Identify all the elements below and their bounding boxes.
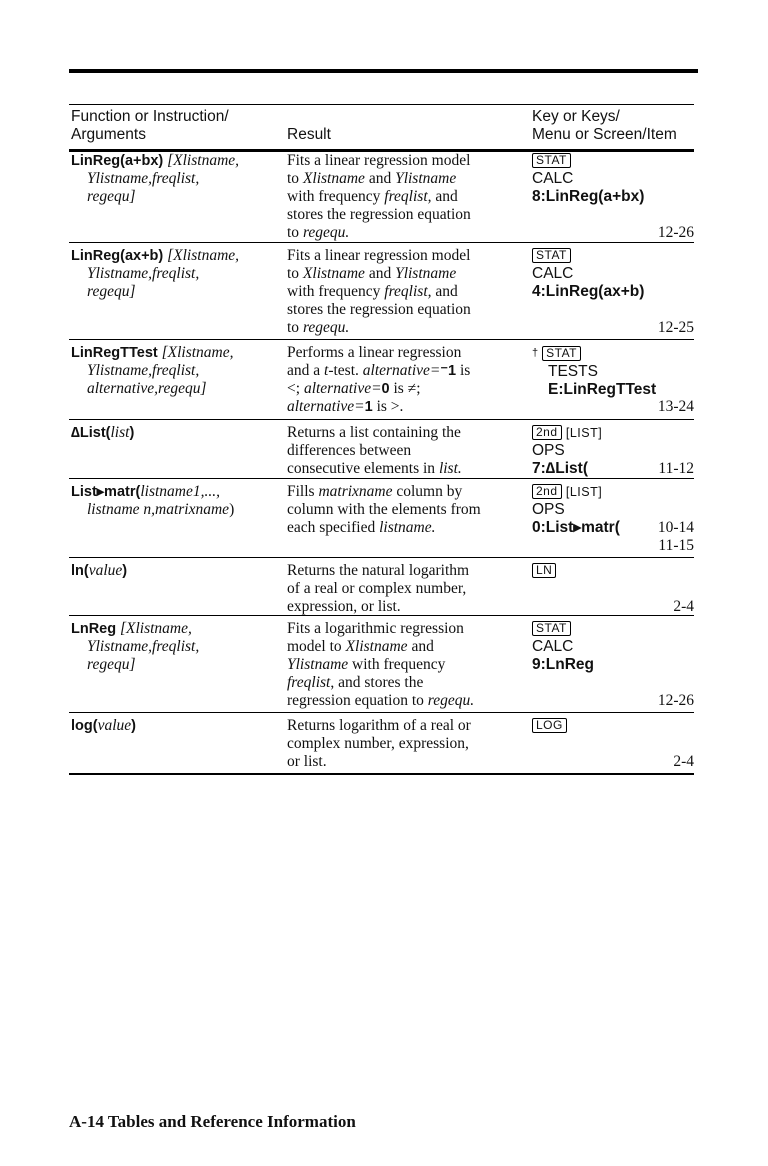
- function-name: LinReg(a+bx): [71, 153, 164, 169]
- log-key-icon: LOG: [532, 718, 567, 733]
- menu-item: 0:List▸matr(: [532, 519, 620, 536]
- page-ref: 13-24: [657, 398, 694, 415]
- key-cell: [532, 620, 692, 674]
- function-name: log(: [71, 718, 98, 734]
- function-name: ∆List(: [71, 425, 111, 441]
- result-cell: Returns a list containing the differences between consecutive elements in list.: [287, 424, 462, 477]
- result-cell: Performs a linear regression and a t-test. alternative=⁻1 is <; alternative=0 is ≠; alternative=1 is >.: [287, 344, 471, 415]
- result-cell: Returns the natural logarithm of a real or complex number, expression, or list.: [287, 562, 470, 615]
- menu-name: CALC: [532, 170, 574, 187]
- key-cell: [532, 344, 692, 399]
- page-ref-secondary: 11-15: [658, 537, 694, 554]
- entry-linreg-ax-b: [69, 243, 694, 340]
- result-cell: Fits a logarithmic regression model to Xlistname and Ylistname with frequency freqlist, and stores the regression equation to regequ.: [287, 620, 475, 709]
- function-cell: ln(value): [71, 562, 128, 579]
- page-ref: 2-4: [673, 598, 694, 615]
- second-key-icon: 2nd: [532, 425, 562, 440]
- function-name: LinRegTTest: [71, 345, 158, 361]
- function-cell: LnReg [Xlistname, Ylistname,freqlist, regequ]: [71, 620, 200, 673]
- function-name: LnReg: [71, 621, 117, 637]
- ln-key-icon: LN: [532, 563, 556, 578]
- result-cell: Fits a linear regression model to Xlistname and Ylistname with frequency freqlist, and stores the regression equation to regequ.: [287, 247, 471, 336]
- menu-name: CALC: [532, 265, 574, 282]
- second-key-icon: 2nd: [532, 484, 562, 499]
- page-ref: 10-14: [657, 519, 694, 536]
- top-rule: [69, 69, 698, 73]
- menu-item: E:LinRegTTest: [548, 381, 657, 398]
- stat-key-icon: STAT: [532, 153, 571, 168]
- function-cell: List▸matr(listname1,..., listname n,matrixname): [71, 483, 235, 518]
- menu-item: 4:LinReg(ax+b): [532, 283, 645, 300]
- stat-key-icon: STAT: [542, 346, 581, 361]
- result-cell: Fills matrixname column by column with the elements from each specified listname.: [287, 483, 481, 536]
- entry-log: [69, 713, 694, 775]
- function-cell: ∆List(list): [71, 424, 135, 441]
- table-header: [69, 104, 694, 152]
- page-ref: 11-12: [658, 460, 694, 477]
- function-name: ln(: [71, 563, 89, 579]
- menu-name: OPS: [532, 501, 565, 518]
- entry-ln: [69, 558, 694, 616]
- header-key-column: Key or Keys/ Menu or Screen/Item: [532, 108, 677, 143]
- page-ref: 12-25: [657, 319, 694, 336]
- menu-name: CALC: [532, 638, 574, 655]
- page-ref: 12-26: [657, 224, 694, 241]
- menu-item: 9:LnReg: [532, 656, 594, 673]
- page-ref: 2-4: [673, 753, 694, 770]
- function-cell: log(value): [71, 717, 136, 734]
- stat-key-icon: STAT: [532, 621, 571, 636]
- entry-linreg-a-bx: [69, 148, 694, 243]
- function-cell: LinRegTTest [Xlistname, Ylistname,freqlist, alternative,regequ]: [71, 344, 234, 397]
- entry-list-matr: [69, 479, 694, 558]
- function-cell: LinReg(ax+b) [Xlistname, Ylistname,freqlist, regequ]: [71, 247, 240, 300]
- key-cell: [532, 562, 692, 580]
- header-function-column: Function or Instruction/ Arguments: [71, 108, 229, 143]
- stat-key-icon: STAT: [532, 248, 571, 263]
- function-name: LinReg(ax+b): [71, 248, 164, 264]
- entry-delta-list: [69, 420, 694, 479]
- menu-item: 7:∆List(: [532, 460, 588, 477]
- dagger-icon: †: [532, 347, 539, 359]
- page-footer: A-14 Tables and Reference Information: [69, 1112, 356, 1131]
- key-cell: [532, 152, 692, 206]
- menu-name: TESTS: [548, 363, 598, 380]
- menu-name: OPS: [532, 442, 565, 459]
- result-cell: Fits a linear regression model to Xlistname and Ylistname with frequency freqlist, and stores the regression equation to regequ.: [287, 152, 471, 241]
- function-name: List▸matr(: [71, 484, 141, 500]
- menu-item: 8:LinReg(a+bx): [532, 188, 645, 205]
- key-cell: [532, 247, 692, 301]
- key-cell: [532, 717, 692, 735]
- page-ref: 12-26: [657, 692, 694, 709]
- function-cell: LinReg(a+bx) [Xlistname, Ylistname,freqlist, regequ]: [71, 152, 240, 205]
- result-cell: Returns logarithm of a real or complex number, expression, or list.: [287, 717, 471, 770]
- entry-lnreg: [69, 616, 694, 713]
- header-result-column: Result: [287, 126, 331, 143]
- key-cell: 2nd [LIST] OPS 0:List▸matr(: [532, 483, 692, 537]
- key-cell: 2nd [LIST] OPS 7:∆List(: [532, 424, 692, 478]
- entry-linregttest: [69, 340, 694, 420]
